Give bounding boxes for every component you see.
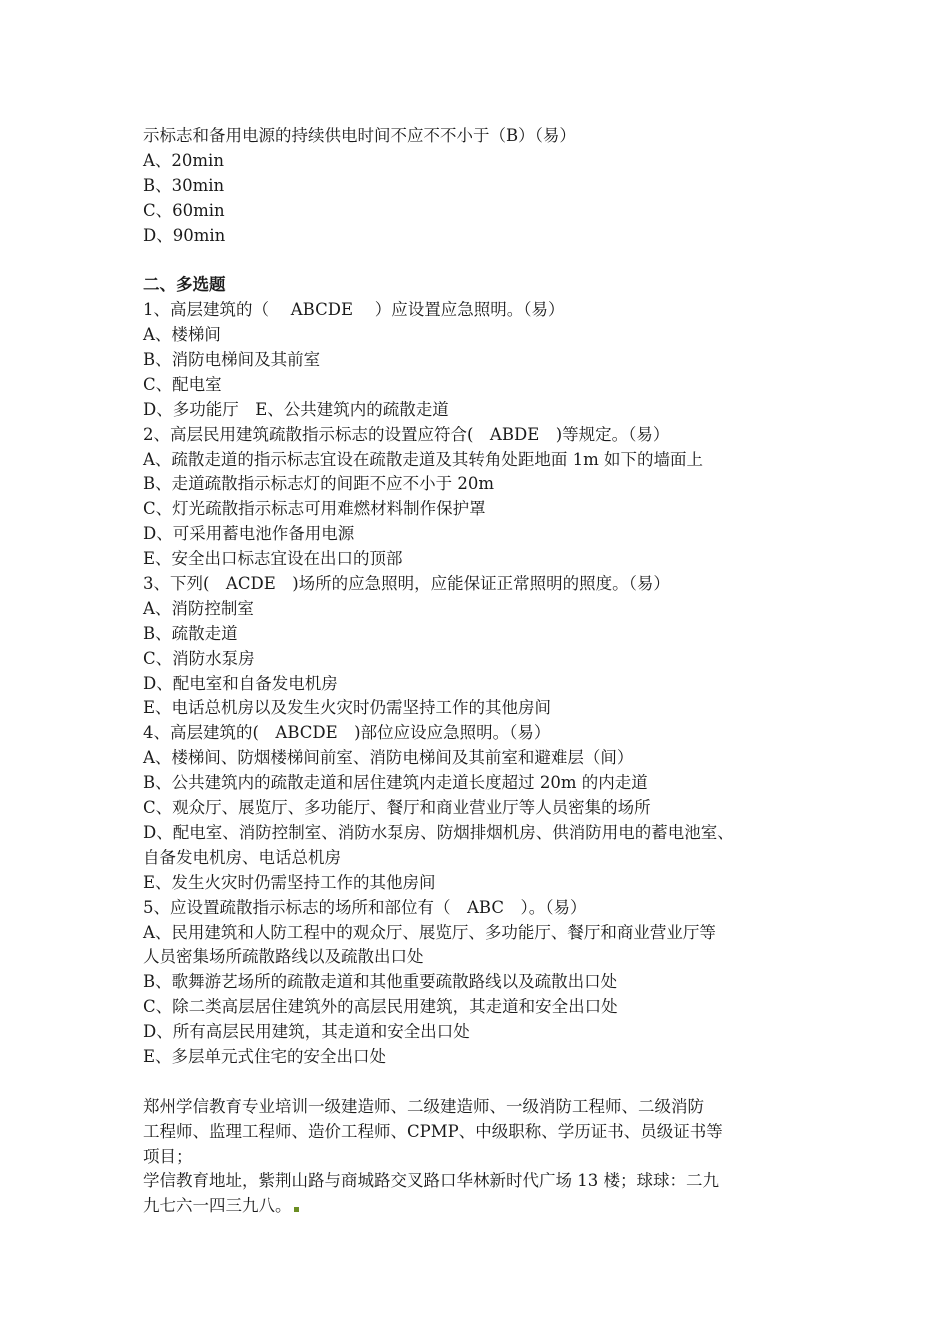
answer-option: C、观众厅、展览厅、多功能厅、餐厅和商业营业厅等人员密集的场所 bbox=[143, 798, 651, 818]
footer-text: 郑州学信教育专业培训一级建造师、二级建造师、一级消防工程师、二级消防 bbox=[143, 1096, 704, 1116]
answer-option: C、配电室 bbox=[143, 374, 222, 394]
answer-option: E、发生火灾时仍需坚持工作的其他房间 bbox=[143, 872, 436, 892]
question-stem: 1、高层建筑的（ ABCDE ）应设置应急照明。（易） bbox=[143, 300, 565, 320]
answer-option: C、除二类高层居住建筑外的高层民用建筑，其走道和安全出口处 bbox=[143, 997, 618, 1017]
answer-option: E、多层单元式住宅的安全出口处 bbox=[143, 1046, 387, 1066]
question-stem: 5、应设置疏散指示标志的场所和部位有（ ABC ）。（易） bbox=[143, 897, 587, 917]
question-stem: 4、高层建筑的( ABCDE )部位应设应急照明。（易） bbox=[143, 723, 551, 743]
answer-option: D、多功能厅 E、公共建筑内的疏散走道 bbox=[143, 399, 449, 419]
answer-option: B、疏散走道 bbox=[143, 623, 238, 643]
answer-option-continued: 自备发电机房、电话总机房 bbox=[143, 847, 341, 867]
answer-option: A、20min bbox=[143, 150, 224, 170]
answer-option: C、60min bbox=[143, 200, 225, 220]
document-page bbox=[143, 124, 833, 1219]
answer-option: A、疏散走道的指示标志宜设在疏散走道及其转角处距地面 1m 如下的墙面上 bbox=[143, 449, 704, 469]
answer-option: D、可采用蓄电池作备用电源 bbox=[143, 524, 355, 544]
footer-text: 项目； bbox=[143, 1146, 193, 1166]
footer-text: 工程师、监理工程师、造价工程师、CPMP、中级职称、学历证书、员级证书等 bbox=[143, 1121, 723, 1141]
answer-option: A、楼梯间、防烟楼梯间前室、消防电梯间及其前室和避难层（间） bbox=[143, 748, 634, 768]
answer-option: C、灯光疏散指示标志可用难燃材料制作保护罩 bbox=[143, 499, 486, 519]
answer-option: B、歌舞游艺场所的疏散走道和其他重要疏散路线以及疏散出口处 bbox=[143, 972, 618, 992]
square-marker-icon bbox=[294, 1207, 299, 1212]
answer-option: B、30min bbox=[143, 175, 225, 195]
footer-text: 学信教育地址，紫荆山路与商城路交叉路口华林新时代广场 13 楼；球球：二九 bbox=[143, 1171, 719, 1191]
spacer bbox=[143, 1070, 833, 1095]
question-stem: 2、高层民用建筑疏散指示标志的设置应符合( ABDE )等规定。（易） bbox=[143, 424, 670, 444]
footer-text: 九七六一四三九八。 bbox=[143, 1196, 292, 1216]
answer-option: B、公共建筑内的疏散走道和居住建筑内走道长度超过 20m 的内走道 bbox=[143, 773, 648, 793]
answer-option: C、消防水泵房 bbox=[143, 648, 255, 668]
answer-option: A、消防控制室 bbox=[143, 598, 254, 618]
answer-option: D、90min bbox=[143, 225, 226, 245]
question-text: 示标志和备用电源的持续供电时间不应不不小于（B）（易） bbox=[143, 126, 576, 145]
question-stem: 3、下列( ACDE )场所的应急照明，应能保证正常照明的照度。（易） bbox=[143, 574, 670, 594]
footer-text-last bbox=[143, 1194, 833, 1219]
answer-option: E、安全出口标志宜设在出口的顶部 bbox=[143, 549, 403, 569]
answer-option: A、楼梯间 bbox=[143, 325, 221, 345]
answer-option: B、走道疏散指示标志灯的间距不应不小于 20m bbox=[143, 474, 495, 494]
answer-option: B、消防电梯间及其前室 bbox=[143, 350, 321, 370]
answer-option: D、配电室、消防控制室、消防水泵房、防烟排烟机房、供消防用电的蓄电池室、 bbox=[143, 822, 734, 842]
answer-option: E、电话总机房以及发生火灾时仍需坚持工作的其他房间 bbox=[143, 698, 552, 718]
answer-option: D、配电室和自备发电机房 bbox=[143, 673, 338, 693]
answer-option-continued: 人员密集场所疏散路线以及疏散出口处 bbox=[143, 947, 424, 967]
answer-option: D、所有高层民用建筑，其走道和安全出口处 bbox=[143, 1022, 470, 1042]
answer-option: A、民用建筑和人防工程中的观众厅、展览厅、多功能厅、餐厅和商业营业厅等 bbox=[143, 922, 716, 942]
spacer bbox=[143, 248, 833, 273]
section-heading: 二、多选题 bbox=[143, 275, 226, 295]
